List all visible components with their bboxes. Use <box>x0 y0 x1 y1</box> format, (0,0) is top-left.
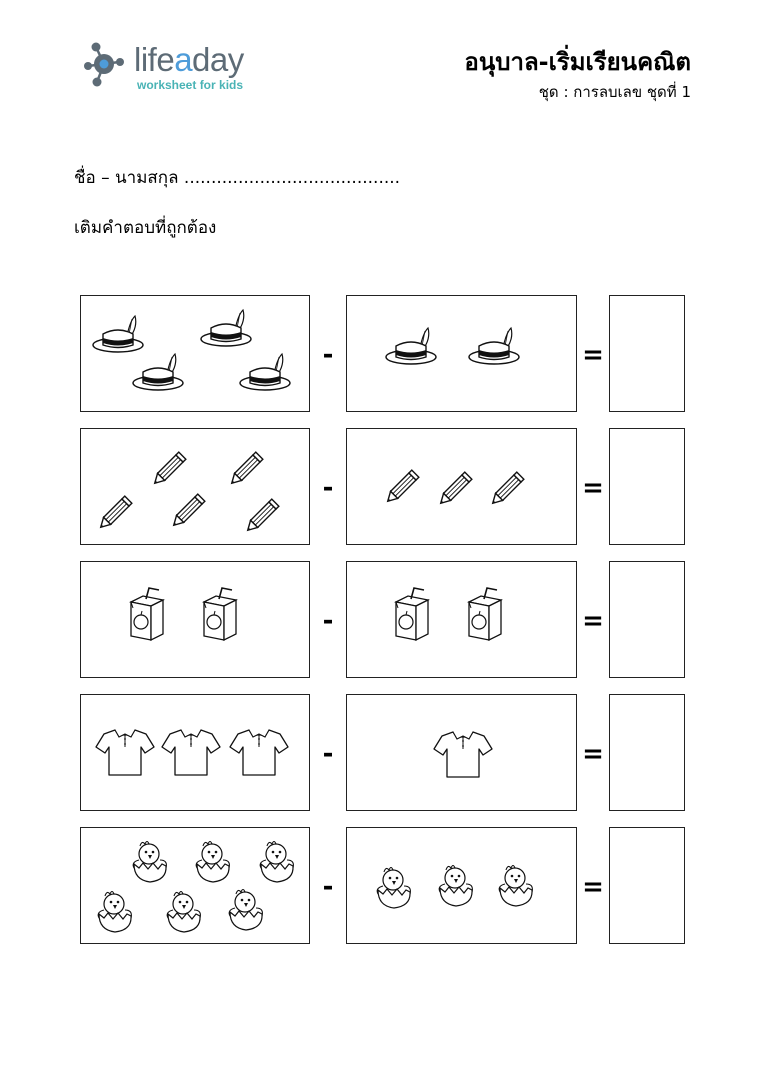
equals-sign: = <box>582 606 604 636</box>
minus-sign: - <box>322 340 334 370</box>
hat-icon <box>467 326 523 366</box>
left-picture-box <box>80 827 310 944</box>
answer-box[interactable] <box>609 428 685 545</box>
chick-icon <box>226 886 266 932</box>
shirt-icon <box>161 725 221 779</box>
pencil-icon <box>437 467 477 507</box>
chick-icon <box>257 838 297 884</box>
shirt-icon <box>433 727 493 781</box>
left-picture-box <box>80 295 310 412</box>
pencil-icon <box>170 489 210 529</box>
left-picture-box <box>80 694 310 811</box>
hat-icon <box>238 352 294 392</box>
shirt-icon <box>95 725 155 779</box>
left-picture-box <box>80 428 310 545</box>
minus-sign: - <box>322 606 334 636</box>
logo-tagline: worksheet for kids <box>137 78 244 92</box>
juice-box-icon <box>125 586 169 642</box>
answer-box[interactable] <box>609 561 685 678</box>
minus-sign: - <box>322 473 334 503</box>
right-picture-box <box>346 295 577 412</box>
chick-icon <box>436 862 476 908</box>
answer-box[interactable] <box>609 694 685 811</box>
right-picture-box <box>346 428 577 545</box>
pencil-icon <box>228 447 268 487</box>
left-picture-box <box>80 561 310 678</box>
pencil-icon <box>384 465 424 505</box>
chick-icon <box>193 838 233 884</box>
student-name-line[interactable]: ชื่อ – นามสกุล ........................................ <box>74 168 401 188</box>
pencil-icon <box>151 447 191 487</box>
equals-sign: = <box>582 739 604 769</box>
hat-icon <box>91 314 147 354</box>
chick-icon <box>374 864 414 910</box>
minus-sign: - <box>322 739 334 769</box>
shirt-icon <box>229 725 289 779</box>
chick-icon <box>95 888 135 934</box>
juice-box-icon <box>463 586 507 642</box>
equals-sign: = <box>582 473 604 503</box>
pencil-icon <box>244 494 284 534</box>
pencil-icon <box>489 467 529 507</box>
juice-box-icon <box>390 586 434 642</box>
hat-icon <box>384 326 440 366</box>
right-picture-box <box>346 561 577 678</box>
molecule-logo-icon <box>82 40 132 92</box>
pencil-icon <box>97 491 137 531</box>
minus-sign: - <box>322 872 334 902</box>
equals-sign: = <box>582 340 604 370</box>
logo <box>82 38 282 98</box>
juice-box-icon <box>198 586 242 642</box>
answer-box[interactable] <box>609 295 685 412</box>
instruction-text: เติมคำตอบที่ถูกต้อง <box>74 218 217 238</box>
logo-wordmark: lifeaday <box>134 41 244 78</box>
hat-icon <box>199 308 255 348</box>
right-picture-box <box>346 827 577 944</box>
chick-icon <box>164 888 204 934</box>
worksheet-title: อนุบาล-เริ่มเรียนคณิต <box>464 48 691 76</box>
right-picture-box <box>346 694 577 811</box>
hat-icon <box>131 352 187 392</box>
chick-icon <box>496 862 536 908</box>
answer-box[interactable] <box>609 827 685 944</box>
equals-sign: = <box>582 872 604 902</box>
worksheet-subtitle: ชุด : การลบเลข ชุดที่ 1 <box>538 83 691 101</box>
chick-icon <box>130 838 170 884</box>
